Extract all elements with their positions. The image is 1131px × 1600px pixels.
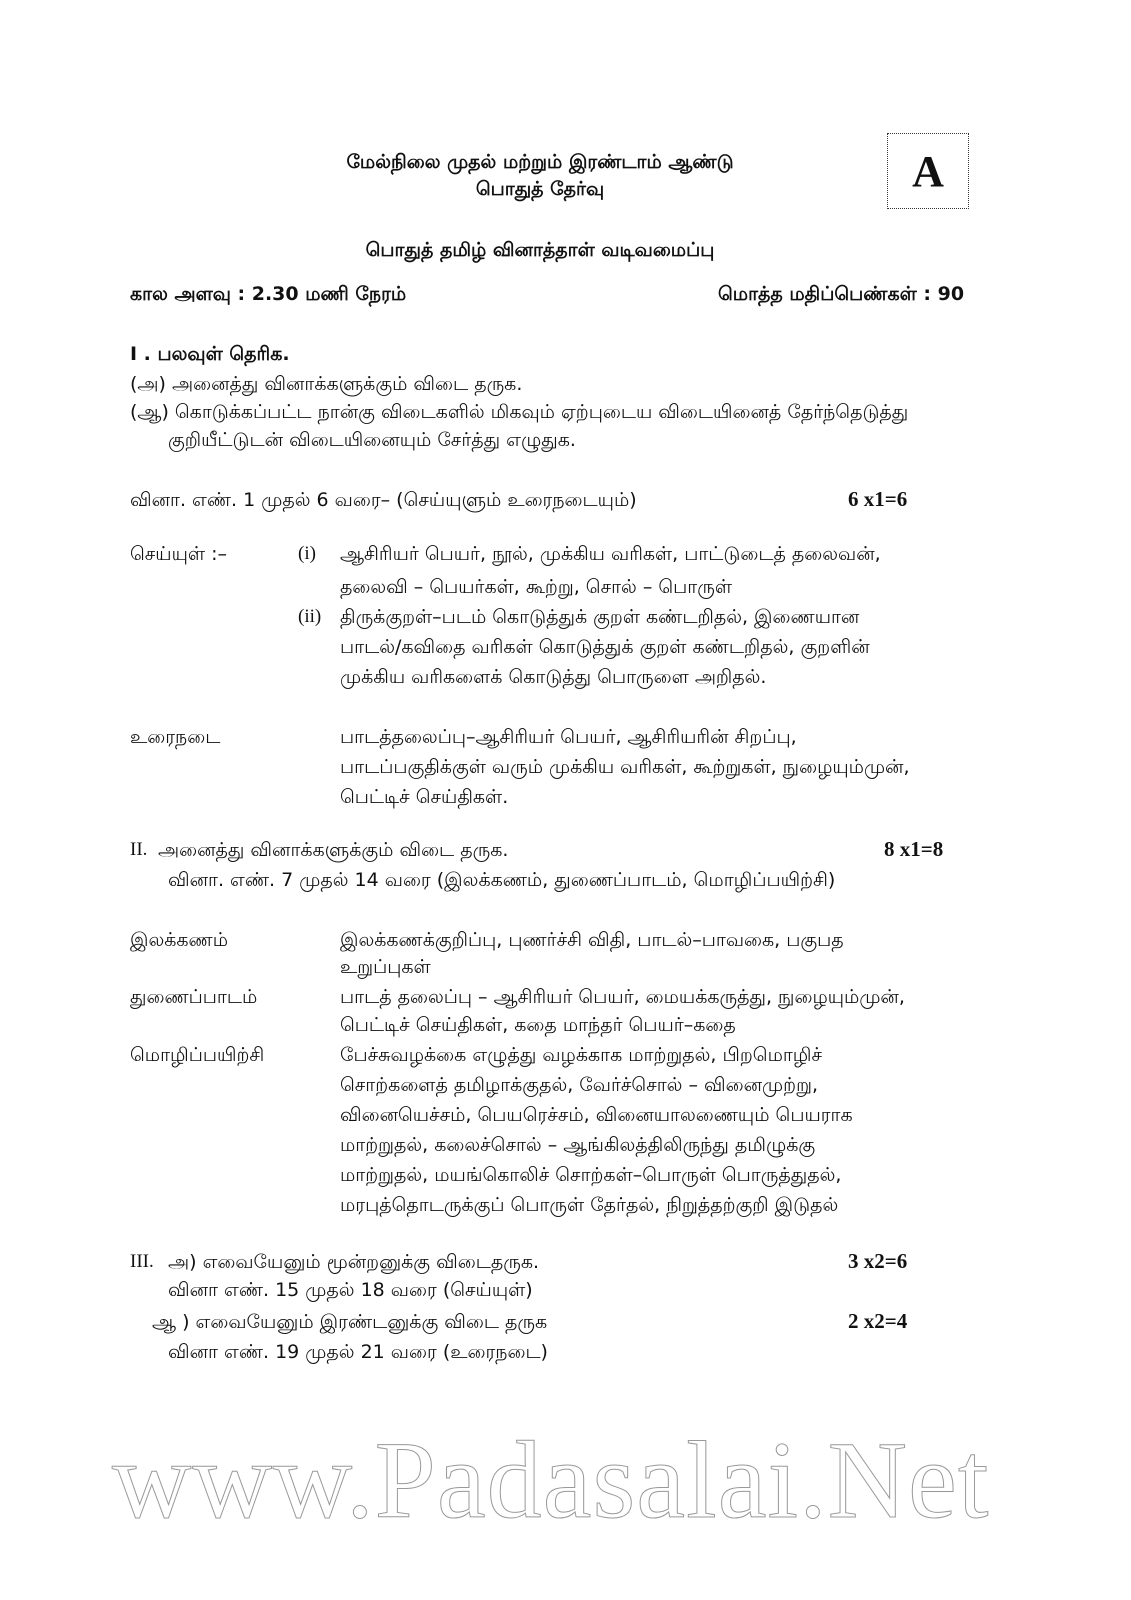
section1-instruction-b-cont: குறியீட்டுடன் விடையினையும் சேர்த்து எழுதுக. [168, 429, 576, 451]
section3b-heading: ஆ ) எவையேனும் இரண்டனுக்கு விடை தருக [152, 1311, 548, 1333]
mozhipayirchi-label: மொழிப்பயிற்சி [130, 1044, 265, 1066]
item-ii-line: முக்கிய வரிகளைக் கொடுத்து பொருளை அறிதல். [340, 666, 767, 688]
thunaipaadam-label: துணைப்பாடம் [130, 986, 258, 1008]
section3-number: III. [130, 1251, 154, 1272]
urainadai-label: உரைநடை [130, 726, 221, 748]
section3b-range: வினா எண். 19 முதல் 21 வரை (உரைநடை) [168, 1341, 548, 1363]
item-ii-line: திருக்குறள்–படம் கொடுத்துக் குறள் கண்டறிதல், இணையான [340, 606, 860, 628]
mozhipayirchi-line: வினையெச்சம், பெயரெச்சம், வினையாலணையும் பெயராக [340, 1104, 853, 1126]
section2-heading: அனைத்து வினாக்களுக்கும் விடை தருக. [158, 839, 509, 861]
mozhipayirchi-line: மாற்றுதல், கலைச்சொல் – ஆங்கிலத்திலிருந்து தமிழுக்கு [340, 1134, 816, 1156]
section1-instruction-a: (அ) அனைத்து வினாக்களுக்கும் விடை தருக. [130, 373, 523, 395]
item-i-line: ஆசிரியர் பெயர், நூல், முக்கிய வரிகள், பாட்டுடைத் தலைவன், [340, 543, 881, 565]
urainadai-line: பெட்டிச் செய்திகள். [340, 786, 509, 808]
item-i-line: தலைவி – பெயர்கள், கூற்று, சொல் – பொருள் [340, 576, 732, 598]
watermark: www.Padasalai.Net [112, 1419, 990, 1541]
section2-number: II. [130, 839, 148, 860]
section1-range: வினா. எண். 1 முதல் 6 வரை– (செய்யுளும் உரைநடையும்) [130, 489, 637, 511]
section2-range: வினா. எண். 7 முதல் 14 வரை (இலக்கணம், துணைப்பாடம், மொழிப்பயிற்சி) [168, 869, 836, 891]
mozhipayirchi-line: சொற்களைத் தமிழாக்குதல், வேர்ச்சொல் – வினைமுற்று, [340, 1074, 818, 1096]
exam-title: மேல்நிலை முதல் மற்றும் இரண்டாம் ஆண்டு [346, 151, 734, 173]
item-ii-line: பாடல்/கவிதை வரிகள் கொடுத்துக் குறள் கண்டறிதல், குறளின் [340, 636, 870, 658]
ilakkanam-line: உறுப்புகள் [340, 956, 431, 978]
paper-pattern-title: பொதுத் தமிழ் வினாத்தாள் வடிவமைப்பு [365, 239, 715, 261]
section2-marks: 8 x1=8 [884, 837, 944, 861]
thunaipaadam-line: பாடத் தலைப்பு – ஆசிரியர் பெயர், மையக்கருத்து, நுழையும்முன், [340, 986, 905, 1008]
thunaipaadam-line: பெட்டிச் செய்திகள், கதை மாந்தர் பெயர்–கதை [340, 1014, 736, 1036]
item-i-label: (i) [298, 543, 316, 564]
item-ii-label: (ii) [298, 606, 322, 627]
total-marks: மொத்த மதிப்பெண்கள் : 90 [718, 283, 965, 305]
mozhipayirchi-line: மாற்றுதல், மயங்கொலிச் சொற்கள்–பொருள் பொருத்துதல், [340, 1164, 842, 1186]
paper-code-box: A [887, 133, 969, 209]
seyyul-label: செய்யுள் :– [130, 543, 227, 565]
section1-heading: I . பலவுள் தெரிக. [130, 343, 290, 365]
ilakkanam-line: இலக்கணக்குறிப்பு, புணர்ச்சி விதி, பாடல்–பாவகை, பகுபத [340, 929, 844, 951]
ilakkanam-label: இலக்கணம் [130, 929, 229, 951]
section1-instruction-b: (ஆ) கொடுக்கப்பட்ட நான்கு விடைகளில் மிகவும் ஏற்புடைய விடையினைத் தேர்ந்தெடுத்து [130, 401, 909, 423]
section3a-range: வினா எண். 15 முதல் 18 வரை (செய்யுள்) [168, 1279, 533, 1301]
section3b-marks: 2 x2=4 [848, 1309, 908, 1333]
urainadai-line: பாடத்தலைப்பு–ஆசிரியர் பெயர், ஆசிரியரின் சிறப்பு, [340, 726, 797, 748]
urainadai-line: பாடப்பகுதிக்குள் வரும் முக்கிய வரிகள், கூற்றுகள், நுழையும்முன், [340, 756, 910, 778]
section3a-marks: 3 x2=6 [848, 1249, 908, 1273]
exam-subtitle: பொதுத் தேர்வு [475, 178, 605, 200]
section1-marks: 6 x1=6 [848, 487, 908, 511]
mozhipayirchi-line: மரபுத்தொடருக்குப் பொருள் தேர்தல், நிறுத்தற்குறி இடுதல் [340, 1194, 839, 1216]
section3a-heading: அ) எவையேனும் மூன்றனுக்கு விடைதருக. [168, 1251, 540, 1273]
duration: கால அளவு : 2.30 மணி நேரம் [130, 283, 407, 305]
mozhipayirchi-line: பேச்சுவழக்கை எழுத்து வழக்காக மாற்றுதல், பிறமொழிச் [340, 1044, 823, 1066]
